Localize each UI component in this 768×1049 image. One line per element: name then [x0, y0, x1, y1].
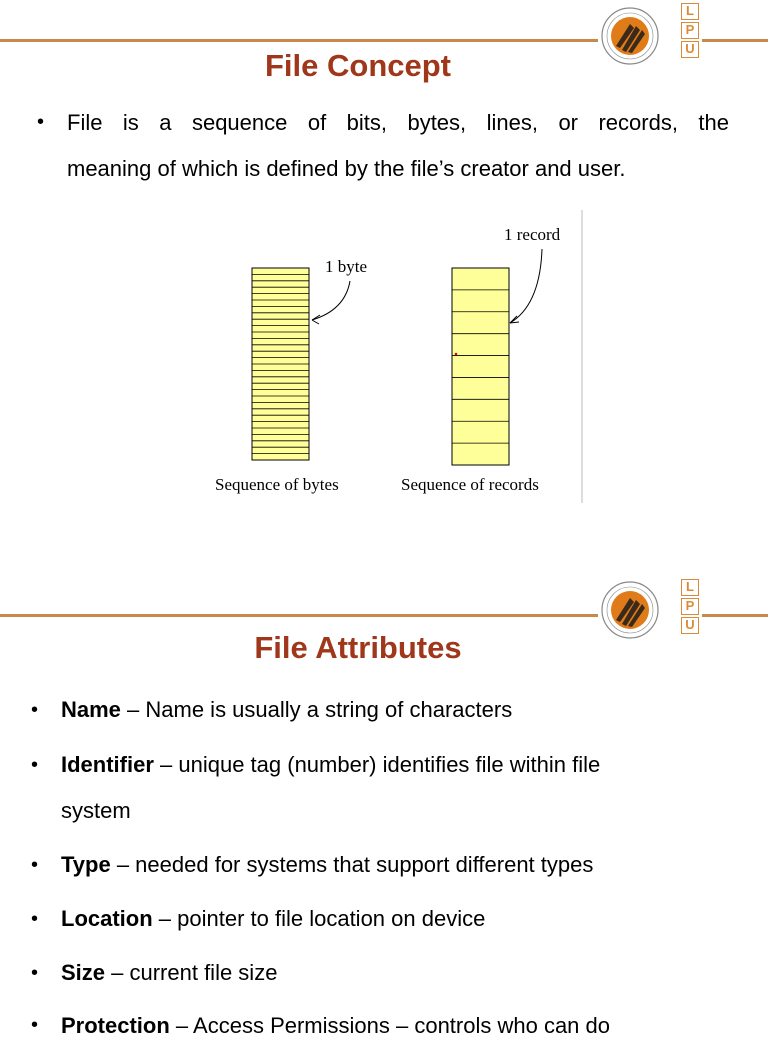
- logo-letter-u: U: [681, 41, 699, 58]
- attribute-protection: [61, 1003, 741, 1049]
- header-rule-right: [702, 39, 768, 42]
- file-structure-figure: [155, 205, 585, 505]
- stray-dot: [455, 353, 458, 356]
- attribute-desc: – needed for systems that support different types: [110, 852, 594, 877]
- attribute-size: [61, 950, 741, 996]
- header-rule-left: [0, 614, 598, 617]
- label-1-record: 1 record: [504, 225, 561, 244]
- byte-pointer-arrowhead: [312, 315, 320, 324]
- attribute-desc: – unique tag (number) identifies file within file: [153, 752, 601, 777]
- caption-sequence-of-bytes: Sequence of bytes: [215, 475, 339, 494]
- attribute-desc: – Name is usually a string of characters: [120, 697, 513, 722]
- attribute-desc: – pointer to file location on device: [152, 906, 486, 931]
- attribute-name: [61, 687, 741, 733]
- attribute-identifier: [61, 742, 741, 788]
- file-structure-diagram: [155, 205, 585, 505]
- bullet-dot: •: [31, 908, 39, 930]
- attribute-desc: – Access Permissions – controls who can do: [169, 1013, 611, 1038]
- bullet-dot: •: [31, 754, 39, 776]
- bullet-dot: •: [31, 854, 39, 876]
- header-rule-right: [702, 614, 768, 617]
- attribute-term: Location: [61, 906, 153, 931]
- slide-file-attributes: [0, 560, 768, 1038]
- attribute-term: Size: [61, 960, 106, 985]
- attribute-type: [61, 842, 741, 888]
- attribute-term: Name: [61, 697, 121, 722]
- attribute-identifier-cont: system: [61, 798, 131, 823]
- bullet-dot: •: [31, 699, 39, 721]
- logo-letter-l: L: [681, 3, 699, 20]
- attribute-desc: – current file size: [105, 960, 278, 985]
- attribute-location: [61, 896, 741, 942]
- record-sequence-stack: [452, 268, 509, 465]
- attribute-term: Protection: [61, 1013, 170, 1038]
- byte-sequence-stack: [252, 268, 309, 460]
- logo-letter-p: P: [681, 598, 699, 615]
- bullet-dot: •: [37, 111, 45, 133]
- bullet-dot: •: [31, 962, 39, 984]
- label-1-byte: 1 byte: [325, 257, 368, 276]
- attribute-term: Identifier: [61, 752, 154, 777]
- bullet-text-line-1: File is a sequence of bits, bytes, lines, or records, the: [67, 110, 729, 135]
- record-cell-outline: [452, 268, 509, 465]
- logo-letter-u: U: [681, 617, 699, 634]
- caption-sequence-of-records: Sequence of records: [401, 475, 539, 494]
- byte-pointer-arrow: [312, 281, 350, 320]
- slide-title: File Attributes: [254, 630, 462, 665]
- attribute-term: Type: [61, 852, 111, 877]
- header-rule-left: [0, 39, 598, 42]
- bullet-dot: •: [31, 1014, 39, 1036]
- logo-letter-l: L: [681, 579, 699, 596]
- bullet-text-line-2: meaning of which is defined by the file’s creator and user.: [67, 156, 626, 181]
- slide-title: File Concept: [264, 48, 451, 83]
- record-pointer-arrow: [510, 249, 542, 323]
- logo-letter-p: P: [681, 22, 699, 39]
